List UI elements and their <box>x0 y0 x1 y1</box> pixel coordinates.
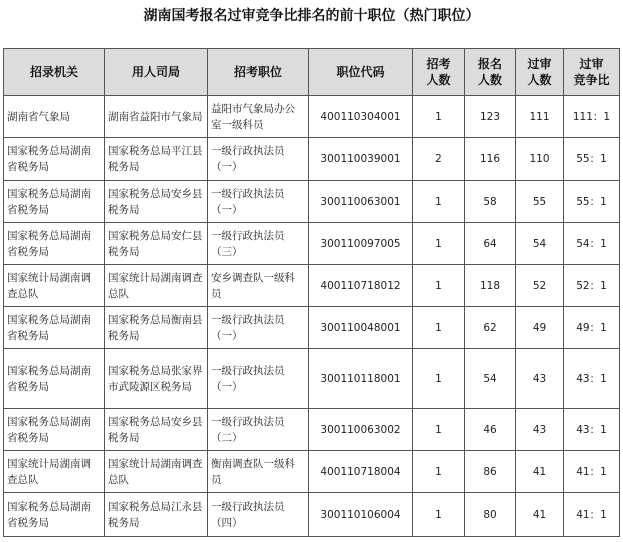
cell-position: 衡南调查队一级科员 <box>208 451 309 493</box>
cell-code: 300110048001 <box>309 307 413 349</box>
cell-position: 一级行政执法员（四） <box>208 493 309 537</box>
cell-quota: 1 <box>413 96 465 138</box>
cell-dept: 国家税务总局江永县税务局 <box>105 493 208 537</box>
header-org: 招录机关 <box>4 49 105 96</box>
cell-passed: 54 <box>516 223 564 265</box>
header-quota: 招考 人数 <box>413 49 465 96</box>
header-dept: 用人司局 <box>105 49 208 96</box>
cell-passed: 41 <box>516 451 564 493</box>
cell-dept: 国家统计局湖南调查总队 <box>105 451 208 493</box>
header-code: 职位代码 <box>309 49 413 96</box>
cell-org: 国家税务总局湖南省税务局 <box>4 223 105 265</box>
cell-ratio: 41：1 <box>564 451 620 493</box>
cell-passed: 43 <box>516 349 564 409</box>
cell-code: 300110039001 <box>309 138 413 181</box>
header-ratio: 过审 竞争比 <box>564 49 620 96</box>
cell-code: 300110118001 <box>309 349 413 409</box>
cell-code: 300110063002 <box>309 409 413 451</box>
cell-passed: 52 <box>516 265 564 307</box>
cell-position: 一级行政执法员（一） <box>208 307 309 349</box>
cell-quota: 1 <box>413 307 465 349</box>
cell-applicants: 123 <box>465 96 516 138</box>
cell-code: 400110718012 <box>309 265 413 307</box>
cell-passed: 43 <box>516 409 564 451</box>
cell-org: 国家统计局湖南调查总队 <box>4 451 105 493</box>
ranking-table <box>3 48 620 537</box>
cell-ratio: 52：1 <box>564 265 620 307</box>
cell-applicants: 58 <box>465 181 516 223</box>
cell-code: 400110718004 <box>309 451 413 493</box>
cell-ratio: 43：1 <box>564 349 620 409</box>
cell-passed: 49 <box>516 307 564 349</box>
header-passed: 过审 人数 <box>516 49 564 96</box>
header-row <box>4 49 620 96</box>
cell-position: 一级行政执法员（三） <box>208 223 309 265</box>
table-row <box>4 307 620 349</box>
cell-org: 国家税务总局湖南省税务局 <box>4 138 105 181</box>
cell-passed: 111 <box>516 96 564 138</box>
cell-ratio: 43：1 <box>564 409 620 451</box>
cell-position: 益阳市气象局办公室一级科员 <box>208 96 309 138</box>
table-row <box>4 138 620 181</box>
cell-org: 国家税务总局湖南省税务局 <box>4 307 105 349</box>
table-row <box>4 265 620 307</box>
cell-applicants: 62 <box>465 307 516 349</box>
cell-applicants: 54 <box>465 349 516 409</box>
cell-applicants: 80 <box>465 493 516 537</box>
cell-code: 300110063001 <box>309 181 413 223</box>
cell-ratio: 55：1 <box>564 181 620 223</box>
cell-dept: 国家税务总局衡南县税务局 <box>105 307 208 349</box>
table-row <box>4 409 620 451</box>
cell-ratio: 49：1 <box>564 307 620 349</box>
table-row <box>4 451 620 493</box>
cell-quota: 1 <box>413 493 465 537</box>
cell-org: 国家税务总局湖南省税务局 <box>4 409 105 451</box>
cell-position: 一级行政执法员（一） <box>208 349 309 409</box>
cell-quota: 1 <box>413 349 465 409</box>
cell-ratio: 54：1 <box>564 223 620 265</box>
cell-applicants: 118 <box>465 265 516 307</box>
cell-dept: 国家税务总局安仁县税务局 <box>105 223 208 265</box>
cell-position: 一级行政执法员（一） <box>208 181 309 223</box>
cell-ratio: 55：1 <box>564 138 620 181</box>
cell-org: 国家统计局湖南调查总队 <box>4 265 105 307</box>
cell-passed: 55 <box>516 181 564 223</box>
table-row <box>4 181 620 223</box>
cell-dept: 国家统计局湖南调查总队 <box>105 265 208 307</box>
header-applicants: 报名 人数 <box>465 49 516 96</box>
cell-quota: 2 <box>413 138 465 181</box>
cell-quota: 1 <box>413 223 465 265</box>
cell-quota: 1 <box>413 181 465 223</box>
table-row <box>4 223 620 265</box>
cell-dept: 湖南省益阳市气象局 <box>105 96 208 138</box>
cell-applicants: 64 <box>465 223 516 265</box>
cell-applicants: 116 <box>465 138 516 181</box>
cell-org: 国家税务总局湖南省税务局 <box>4 493 105 537</box>
cell-code: 300110097005 <box>309 223 413 265</box>
cell-passed: 41 <box>516 493 564 537</box>
cell-quota: 1 <box>413 451 465 493</box>
cell-dept: 国家税务总局安乡县税务局 <box>105 181 208 223</box>
cell-ratio: 41：1 <box>564 493 620 537</box>
cell-org: 湖南省气象局 <box>4 96 105 138</box>
cell-dept: 国家税务总局张家界市武陵源区税务局 <box>105 349 208 409</box>
cell-ratio: 111：1 <box>564 96 620 138</box>
cell-org: 国家税务总局湖南省税务局 <box>4 181 105 223</box>
cell-applicants: 46 <box>465 409 516 451</box>
cell-applicants: 86 <box>465 451 516 493</box>
cell-quota: 1 <box>413 409 465 451</box>
table-row <box>4 349 620 409</box>
header-position: 招考职位 <box>208 49 309 96</box>
cell-position: 一级行政执法员（二） <box>208 409 309 451</box>
cell-quota: 1 <box>413 265 465 307</box>
cell-dept: 国家税务总局安乡县税务局 <box>105 409 208 451</box>
cell-position: 安乡调查队一级科员 <box>208 265 309 307</box>
table-row <box>4 493 620 537</box>
page-title: 湖南国考报名过审竞争比排名的前十职位（热门职位） <box>143 8 480 24</box>
cell-code: 400110304001 <box>309 96 413 138</box>
cell-passed: 110 <box>516 138 564 181</box>
cell-org: 国家税务总局湖南省税务局 <box>4 349 105 409</box>
cell-dept: 国家税务总局平江县税务局 <box>105 138 208 181</box>
cell-position: 一级行政执法员（一） <box>208 138 309 181</box>
table-row <box>4 96 620 138</box>
cell-code: 300110106004 <box>309 493 413 537</box>
